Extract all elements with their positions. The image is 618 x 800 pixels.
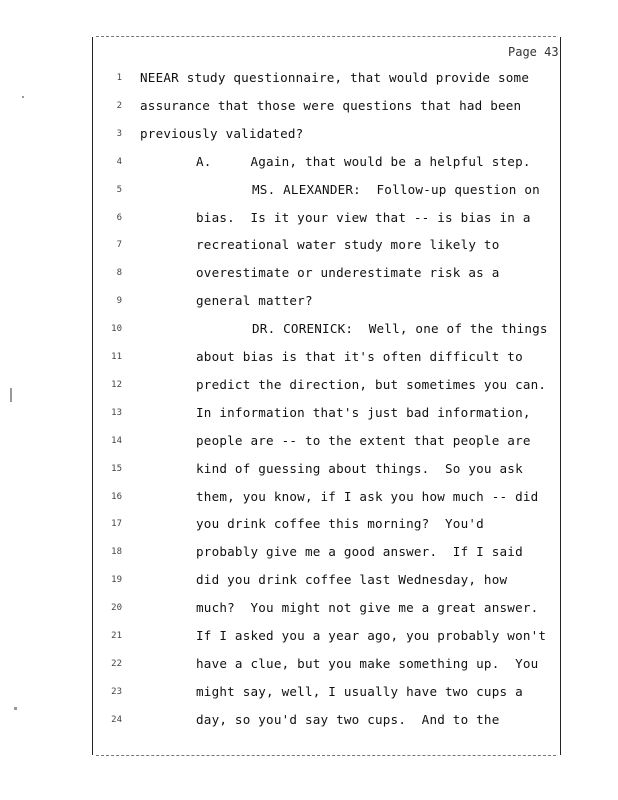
transcript-line: bias. Is it your view that -- is bias in a: [196, 209, 531, 225]
line-number: 24: [111, 714, 122, 725]
transcript-line: recreational water study more likely to: [196, 237, 500, 253]
transcript-line: DR. CORENICK: Well, one of the things: [252, 321, 548, 337]
transcript-line: A. Again, that would be a helpful step.: [196, 153, 531, 169]
line-number: 2: [116, 100, 122, 111]
line-number: 10: [111, 324, 122, 335]
transcript-line: probably give me a good answer. If I said: [196, 544, 523, 560]
bottom-rule: [96, 755, 556, 757]
line-number: 21: [111, 631, 122, 641]
line-number: 22: [111, 658, 122, 669]
line-number: 20: [111, 603, 122, 614]
line-number: 9: [116, 296, 122, 307]
transcript-line: about bias is that it's often difficult to: [196, 349, 523, 364]
transcript-line: have a clue, but you make something up. You: [196, 655, 539, 671]
transcript-line: MS. ALEXANDER: Follow-up question on: [252, 181, 540, 197]
scan-speck: [10, 388, 12, 402]
transcript-line: did you drink coffee last Wednesday, how: [196, 572, 508, 588]
line-number: 13: [111, 407, 122, 418]
scan-speck: [14, 707, 17, 710]
transcript-line: kind of guessing about things. So you ask: [196, 460, 523, 476]
transcript-line: people are -- to the extent that people are: [196, 432, 531, 448]
top-rule: [96, 36, 556, 38]
transcript-line: assurance that those were questions that had been: [140, 97, 522, 113]
transcript-line: overestimate or underestimate risk as a: [196, 265, 500, 281]
scan-speck: [22, 96, 24, 98]
transcript-line: predict the direction, but sometimes you can.: [196, 376, 547, 392]
line-number: 6: [116, 212, 122, 223]
transcript-line: them, you know, if I ask you how much -- did: [196, 488, 539, 504]
line-number: 4: [116, 156, 122, 167]
transcript-line: If I asked you a year ago, you probably won't: [196, 628, 547, 643]
line-number: 12: [111, 379, 122, 390]
line-number: 17: [111, 519, 122, 530]
line-number: 5: [116, 184, 122, 195]
line-number: 18: [111, 547, 122, 558]
page-number: Page 43: [508, 45, 559, 59]
line-number: 1: [116, 73, 122, 83]
line-number: 3: [116, 128, 122, 139]
transcript-page-frame: [92, 37, 561, 755]
transcript-line: NEEAR study questionnaire, that would provide some: [140, 70, 530, 85]
transcript-line: In information that's just bad information,: [196, 404, 531, 420]
transcript-line: you drink coffee this morning? You'd: [196, 516, 484, 532]
line-number: 11: [111, 352, 122, 362]
line-number: 16: [111, 491, 122, 502]
line-number: 7: [116, 240, 122, 251]
line-number: 14: [111, 435, 122, 446]
line-number: 19: [111, 575, 122, 586]
transcript-line: might say, well, I usually have two cups a: [196, 683, 523, 699]
transcript-line: much? You might not give me a great answer.: [196, 600, 539, 616]
transcript-line: day, so you'd say two cups. And to the: [196, 711, 500, 727]
line-number: 15: [111, 463, 122, 474]
line-number: 8: [116, 268, 122, 279]
transcript-line: general matter?: [196, 293, 313, 309]
transcript-line: previously validated?: [140, 125, 304, 141]
line-number: 23: [111, 686, 122, 697]
